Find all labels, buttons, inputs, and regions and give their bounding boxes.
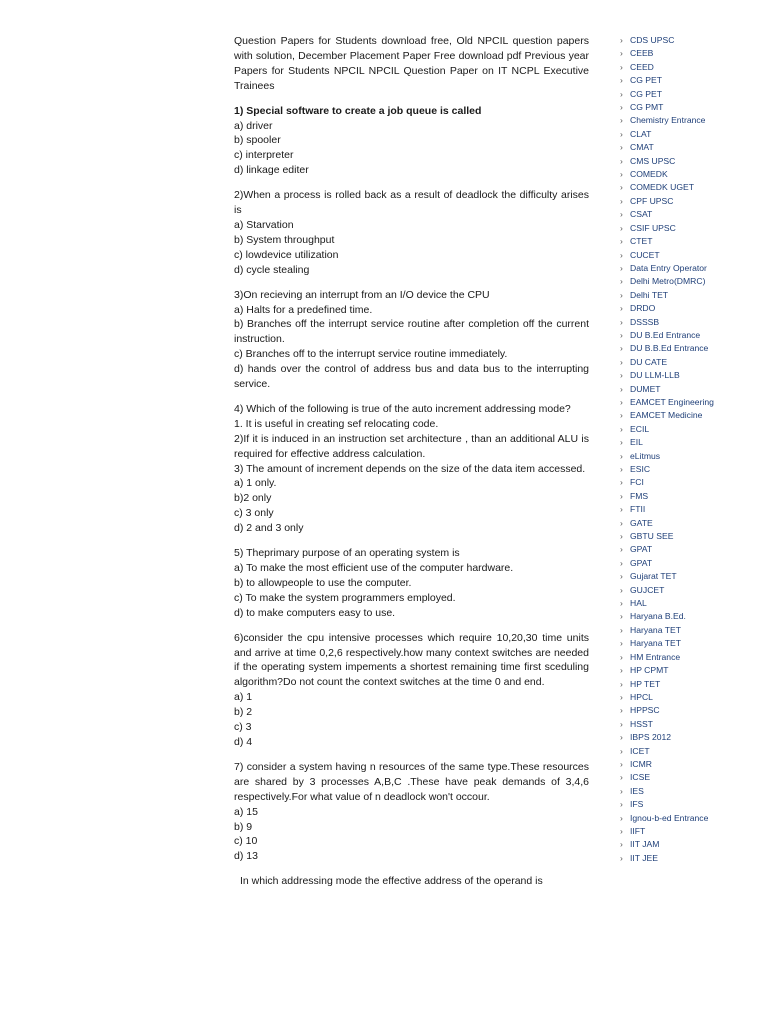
sidebar-link-item[interactable] [620, 369, 720, 382]
sidebar-link-item[interactable] [620, 262, 720, 275]
sidebar-link[interactable]: FCI [630, 477, 644, 488]
sidebar-link-item[interactable] [620, 785, 720, 798]
chevron-right-icon: › [620, 88, 623, 99]
sidebar-link-item[interactable] [620, 798, 720, 811]
chevron-right-icon: › [620, 423, 623, 434]
chevron-right-icon: › [620, 598, 623, 609]
question-text: 3)On recieving an interrupt from an I/O device the CPU [234, 288, 490, 301]
chevron-right-icon: › [620, 785, 623, 796]
sidebar-link-item[interactable] [620, 490, 720, 503]
sidebar-link[interactable]: COMEDK UGET [630, 182, 694, 193]
sidebar-link-item[interactable] [620, 597, 720, 610]
question-text: 1. It is useful in creating sef relocating code. [234, 417, 439, 430]
answer-option: d) hands over the control of address bus and data bus to the interrupting service. [234, 363, 589, 391]
sidebar-link[interactable]: ICSE [630, 772, 651, 783]
sidebar-link[interactable]: HAL [630, 598, 647, 609]
question-text: 2)If it is induced in an instruction set architecture , than an additional ALU is required for effective address calculation. [234, 432, 589, 460]
sidebar-link[interactable]: EAMCET Engineering [630, 396, 714, 407]
answer-option: c) Branches off to the interrupt service routine immediately. [234, 348, 508, 361]
sidebar-link[interactable]: EIL [630, 437, 643, 448]
answer-option: d) linkage editer [234, 164, 309, 177]
sidebar-link-item[interactable] [620, 664, 720, 677]
question-text: 5) Theprimary purpose of an operating system is [234, 547, 460, 560]
chevron-right-icon: › [620, 825, 623, 836]
sidebar-link[interactable]: Delhi Metro(DMRC) [630, 276, 706, 287]
sidebar-link[interactable]: CSIF UPSC [630, 222, 676, 233]
question-text: 1) Special software to create a job queue is called [234, 104, 482, 117]
answer-option: a) driver [234, 119, 273, 132]
sidebar-link[interactable]: CMS UPSC [630, 155, 676, 166]
chevron-right-icon: › [620, 169, 623, 180]
sidebar-link[interactable]: DU B.B.Ed Entrance [630, 343, 709, 354]
sidebar-link[interactable]: IIT JEE [630, 852, 659, 863]
chevron-right-icon: › [620, 236, 623, 247]
chevron-right-icon: › [620, 732, 623, 743]
sidebar-link[interactable]: GATE [630, 517, 653, 528]
sidebar-link[interactable]: COMEDK [630, 169, 668, 180]
chevron-right-icon: › [620, 638, 623, 649]
sidebar-link-item[interactable] [620, 409, 720, 422]
sidebar-link-item[interactable] [620, 47, 720, 60]
chevron-right-icon: › [620, 410, 623, 421]
chevron-right-icon: › [620, 557, 623, 568]
sidebar-link-item[interactable] [620, 141, 720, 154]
chevron-right-icon: › [620, 195, 623, 206]
sidebar-link[interactable]: CTET [630, 236, 653, 247]
sidebar-link-item[interactable] [620, 450, 720, 463]
sidebar-link-item[interactable] [620, 155, 720, 168]
chevron-right-icon: › [620, 758, 623, 769]
answer-option: a) Starvation [234, 218, 294, 231]
sidebar-link-item[interactable] [620, 101, 720, 114]
sidebar-link-item[interactable] [620, 718, 720, 731]
sidebar-link[interactable]: Chemistry Entrance [630, 115, 706, 126]
sidebar-link-item[interactable] [620, 651, 720, 664]
chevron-right-icon: › [620, 48, 623, 59]
sidebar-link-item[interactable] [620, 610, 720, 623]
sidebar-link[interactable]: CG PET [630, 88, 662, 99]
chevron-right-icon: › [620, 504, 623, 515]
chevron-right-icon: › [620, 651, 623, 662]
sidebar-link-item[interactable] [620, 463, 720, 476]
chevron-right-icon: › [620, 852, 623, 863]
answer-option: c) lowdevice utilization [234, 248, 339, 261]
question-block [234, 760, 589, 864]
sidebar-link[interactable]: HP CPMT [630, 665, 669, 676]
chevron-right-icon: › [620, 531, 623, 542]
sidebar-link-item[interactable] [620, 383, 720, 396]
sidebar-link-item[interactable] [620, 222, 720, 235]
sidebar-link[interactable]: IFS [630, 799, 644, 810]
sidebar-link-item[interactable] [620, 61, 720, 74]
chevron-right-icon: › [620, 209, 623, 220]
sidebar-link[interactable]: Data Entry Operator [630, 262, 707, 273]
intro-paragraph: Question Papers for Students download free, Old NPCIL question papers with solution, December Placement Paper Free download pdf Previous year Papers for Students NPCIL NPCIL Question Paper on IT NCPL Executive Trainees [234, 35, 589, 92]
answer-option: b) System throughput [234, 233, 335, 246]
sidebar-link[interactable]: EAMCET Medicine [630, 410, 703, 421]
chevron-right-icon: › [620, 35, 623, 45]
sidebar-link[interactable]: Delhi TET [630, 289, 669, 300]
answer-option: d) to make computers easy to use. [234, 606, 396, 619]
sidebar-link-item[interactable] [620, 396, 720, 409]
answer-option: a) Halts for a predefined time. [234, 303, 373, 316]
chevron-right-icon: › [620, 839, 623, 850]
answer-option: b) Branches off the interrupt service routine after completion off the current instruction. [234, 318, 589, 346]
answer-option: d) 4 [234, 735, 253, 748]
answer-option: a) 15 [234, 805, 258, 818]
chevron-right-icon: › [620, 705, 623, 716]
sidebar-link-item[interactable] [620, 678, 720, 691]
chevron-right-icon: › [620, 464, 623, 474]
exam-link-sidebar [620, 34, 720, 865]
sidebar-link[interactable]: Ignou-b-ed Entrance [630, 812, 709, 823]
answer-option: d) 2 and 3 only [234, 522, 304, 535]
sidebar-link[interactable]: CG PMT [630, 102, 664, 113]
sidebar-link-item[interactable] [620, 289, 720, 302]
sidebar-link-item[interactable] [620, 302, 720, 315]
chevron-right-icon: › [620, 249, 623, 260]
answer-option: d) cycle stealing [234, 263, 310, 276]
sidebar-link[interactable]: FTII [630, 504, 646, 515]
sidebar-link-item[interactable] [620, 235, 720, 248]
sidebar-link-item[interactable] [620, 731, 720, 744]
answer-option: c) 10 [234, 835, 258, 848]
sidebar-link-item[interactable] [620, 249, 720, 262]
sidebar-link[interactable]: IIFT [630, 825, 646, 836]
chevron-right-icon: › [620, 718, 623, 729]
sidebar-link[interactable]: IES [630, 785, 644, 796]
sidebar-link[interactable]: HPPSC [630, 705, 660, 716]
question-text: 6)consider the cpu intensive processes which require 10,20,30 time units and arrive at time 0,2,6 respectively.how many context switches are needed if the operating system impements a shortest remaining time first sceduling algorithm?Do not count the context switches at the time 0 and end. [234, 631, 589, 689]
sidebar-link[interactable]: DSSSB [630, 316, 660, 327]
chevron-right-icon: › [620, 262, 623, 273]
sidebar-link-item[interactable] [620, 812, 720, 825]
answer-option: b)2 only [234, 492, 272, 505]
chevron-right-icon: › [620, 75, 623, 86]
answer-option: c) 3 [234, 721, 252, 734]
sidebar-link[interactable]: CUCET [630, 249, 660, 260]
sidebar-link[interactable]: ICMR [630, 758, 652, 769]
sidebar-link-item[interactable] [620, 356, 720, 369]
answer-option: c) interpreter [234, 149, 294, 162]
chevron-right-icon: › [620, 517, 623, 528]
chevron-right-icon: › [620, 102, 623, 113]
sidebar-link[interactable]: HM Entrance [630, 651, 681, 662]
sidebar-link[interactable]: CG PET [630, 75, 662, 86]
sidebar-link-item[interactable] [620, 423, 720, 436]
sidebar-link-item[interactable] [620, 838, 720, 851]
sidebar-link-item[interactable] [620, 181, 720, 194]
sidebar-link[interactable]: DU CATE [630, 356, 668, 367]
sidebar-link-item[interactable] [620, 168, 720, 181]
question-block [234, 631, 589, 750]
chevron-right-icon: › [620, 276, 623, 287]
sidebar-link-item[interactable] [620, 34, 720, 47]
sidebar-link[interactable]: Gujarat TET [630, 571, 677, 582]
sidebar-link[interactable]: ICET [630, 745, 650, 756]
sidebar-link[interactable]: CMAT [630, 142, 654, 153]
sidebar-link-item[interactable] [620, 624, 720, 637]
sidebar-link-item[interactable] [620, 88, 720, 101]
sidebar-link-item[interactable] [620, 691, 720, 704]
question-block [234, 402, 589, 536]
answer-option: b) 9 [234, 820, 253, 833]
sidebar-link-item[interactable] [620, 476, 720, 489]
question-text: 2)When a process is rolled back as a result of deadlock the difficulty arises is [234, 189, 589, 217]
sidebar-link[interactable]: CEED [630, 61, 654, 72]
question-block [234, 188, 589, 277]
question-text: 3) The amount of increment depends on the size of the data item accessed. [234, 462, 586, 475]
question-block [234, 104, 589, 179]
sidebar-link[interactable]: DRDO [630, 303, 656, 314]
sidebar-link-item[interactable] [620, 329, 720, 342]
sidebar-link-item[interactable] [620, 637, 720, 650]
sidebar-link-item[interactable] [620, 570, 720, 583]
sidebar-link-item[interactable] [620, 517, 720, 530]
chevron-right-icon: › [620, 61, 623, 72]
question-block [234, 546, 589, 621]
sidebar-link[interactable]: IIT JAM [630, 839, 660, 850]
sidebar-link[interactable]: CDS UPSC [630, 35, 675, 45]
chevron-right-icon: › [620, 115, 623, 126]
sidebar-link-item[interactable] [620, 704, 720, 717]
chevron-right-icon: › [620, 799, 623, 810]
chevron-right-icon: › [620, 289, 623, 300]
sidebar-link-item[interactable] [620, 342, 720, 355]
answer-option: a) 1 [234, 691, 253, 704]
sidebar-link-item[interactable] [620, 316, 720, 329]
sidebar-link[interactable]: CLAT [630, 128, 652, 139]
chevron-right-icon: › [620, 450, 623, 461]
chevron-right-icon: › [620, 812, 623, 823]
chevron-right-icon: › [620, 396, 623, 407]
sidebar-link[interactable]: HP TET [630, 678, 661, 689]
sidebar-link-item[interactable] [620, 74, 720, 87]
chevron-right-icon: › [620, 128, 623, 139]
sidebar-link[interactable]: GBTU SEE [630, 531, 674, 542]
sidebar-link[interactable]: IBPS 2012 [630, 732, 672, 743]
question-content [234, 34, 589, 889]
answer-option: a) 1 only. [234, 477, 277, 490]
question-text: 4) Which of the following is true of the auto increment addressing mode? [234, 402, 571, 415]
sidebar-link-item[interactable] [620, 208, 720, 221]
sidebar-link[interactable]: CSAT [630, 209, 653, 220]
sidebar-link[interactable]: Haryana B.Ed. [630, 611, 686, 622]
chevron-right-icon: › [620, 611, 623, 622]
chevron-right-icon: › [620, 571, 623, 582]
sidebar-link[interactable]: HPCL [630, 691, 653, 702]
sidebar-link[interactable]: DU B.Ed Entrance [630, 329, 701, 340]
sidebar-link-item[interactable] [620, 195, 720, 208]
sidebar-link-item[interactable] [620, 825, 720, 838]
answer-option: b) to allowpeople to use the computer. [234, 576, 412, 589]
sidebar-link-item[interactable] [620, 758, 720, 771]
chevron-right-icon: › [620, 142, 623, 153]
sidebar-link-item[interactable] [620, 543, 720, 556]
chevron-right-icon: › [620, 383, 623, 394]
sidebar-link[interactable]: GPAT [630, 557, 653, 568]
chevron-right-icon: › [620, 370, 623, 381]
sidebar-link[interactable]: CEEB [630, 48, 654, 59]
sidebar-link-item[interactable] [620, 584, 720, 597]
sidebar-link-item[interactable] [620, 436, 720, 449]
sidebar-link[interactable]: Haryana TET [630, 638, 681, 649]
answer-option: c) 3 only [234, 507, 274, 520]
chevron-right-icon: › [620, 329, 623, 340]
chevron-right-icon: › [620, 477, 623, 488]
chevron-right-icon: › [620, 490, 623, 501]
question-list [234, 104, 589, 865]
answer-option: b) 2 [234, 706, 253, 719]
sidebar-link-item[interactable] [620, 503, 720, 516]
sidebar-link[interactable]: DUMET [630, 383, 661, 394]
sidebar-link[interactable]: GUJCET [630, 584, 665, 595]
chevron-right-icon: › [620, 356, 623, 367]
sidebar-link[interactable]: ESIC [630, 464, 651, 474]
chevron-right-icon: › [620, 691, 623, 702]
answer-option: d) 13 [234, 850, 258, 863]
chevron-right-icon: › [620, 222, 623, 233]
chevron-right-icon: › [620, 584, 623, 595]
chevron-right-icon: › [620, 772, 623, 783]
sidebar-link[interactable]: HSST [630, 718, 653, 729]
sidebar-link[interactable]: CPF UPSC [630, 195, 674, 206]
chevron-right-icon: › [620, 665, 623, 676]
sidebar-link-item[interactable] [620, 530, 720, 543]
chevron-right-icon: › [620, 303, 623, 314]
question-text: 7) consider a system having n resources of the same type.These resources are shared by 3 processes A,B,C .These have peak demands of 3,4,6 respectively.For what value of n deadlock won't occour. [234, 760, 589, 803]
sidebar-link[interactable]: DU LLM-LLB [630, 370, 680, 381]
sidebar-link[interactable]: ECIL [630, 423, 650, 434]
sidebar-link-item[interactable] [620, 275, 720, 288]
sidebar-link-item[interactable] [620, 745, 720, 758]
chevron-right-icon: › [620, 437, 623, 448]
chevron-right-icon: › [620, 624, 623, 635]
chevron-right-icon: › [620, 745, 623, 756]
trailing-question: In which addressing mode the effective address of the operand is [240, 875, 543, 888]
chevron-right-icon: › [620, 155, 623, 166]
sidebar-link-item[interactable] [620, 852, 720, 865]
chevron-right-icon: › [620, 544, 623, 555]
answer-option: b) spooler [234, 134, 281, 147]
sidebar-link-item[interactable] [620, 128, 720, 141]
answer-option: a) To make the most efficient use of the computer hardware. [234, 562, 514, 574]
chevron-right-icon: › [620, 316, 623, 327]
chevron-right-icon: › [620, 343, 623, 354]
sidebar-link-item[interactable] [620, 557, 720, 570]
sidebar-link[interactable]: GPAT [630, 544, 653, 555]
sidebar-link[interactable]: FMS [630, 490, 649, 501]
sidebar-link-item[interactable] [620, 114, 720, 127]
question-block [234, 288, 589, 392]
sidebar-link[interactable]: eLitmus [630, 450, 661, 461]
chevron-right-icon: › [620, 678, 623, 689]
sidebar-link-item[interactable] [620, 771, 720, 784]
answer-option: c) To make the system programmers employed. [234, 591, 456, 604]
sidebar-link[interactable]: Haryana TET [630, 624, 681, 635]
chevron-right-icon: › [620, 182, 623, 193]
